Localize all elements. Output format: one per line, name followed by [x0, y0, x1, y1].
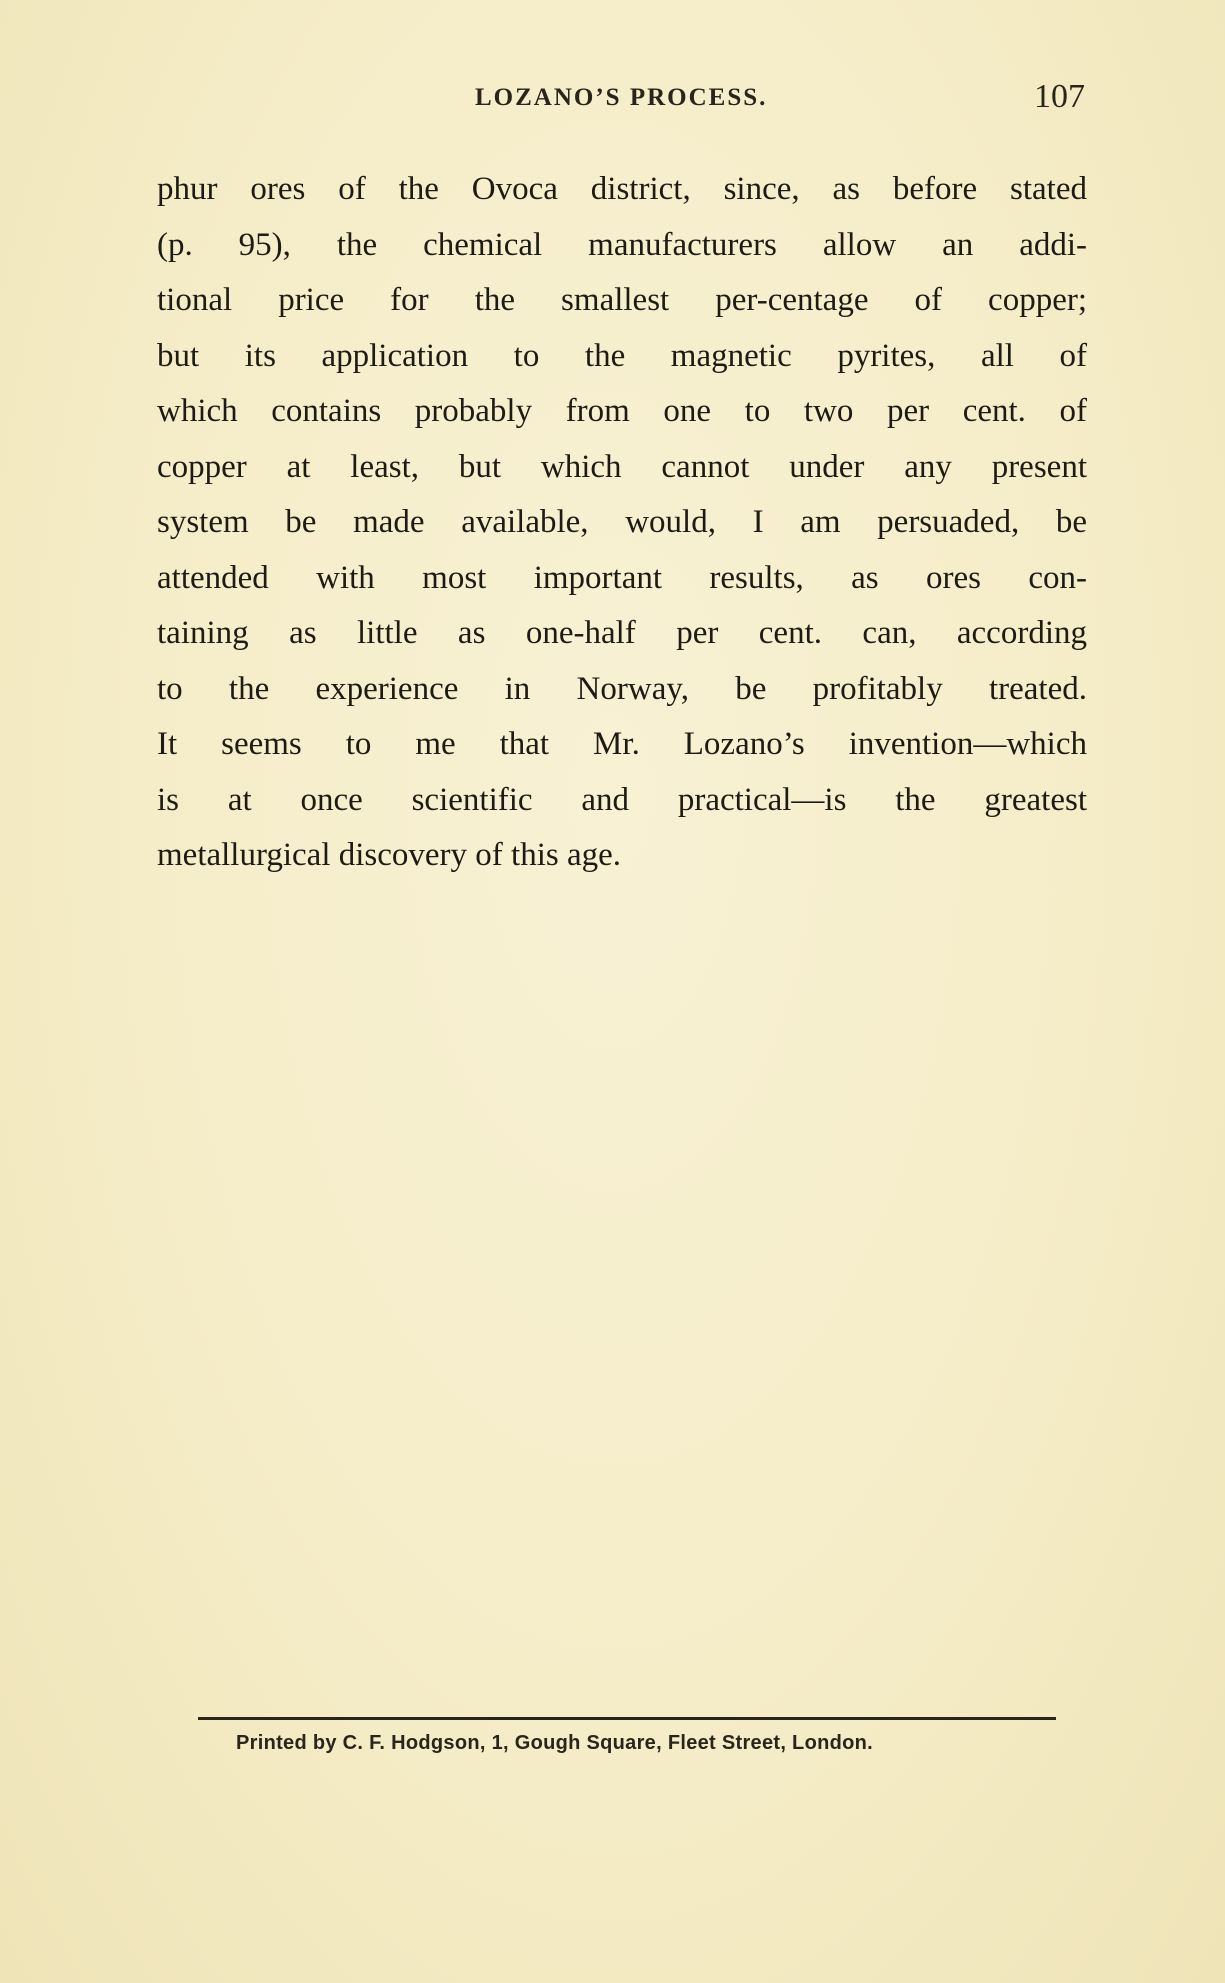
text-line: It seems to me that Mr. Lozano’s invention—which: [157, 726, 1087, 762]
page-number: 107: [1034, 78, 1085, 115]
text-line: system be made available, would, I am persuaded, be: [157, 504, 1087, 540]
text-line: attended with most important results, as ores con-: [157, 559, 1087, 596]
body-paragraph: [157, 162, 1087, 884]
text-line: (p. 95), the chemical manufacturers allow an addi-: [157, 226, 1087, 263]
running-title: LOZANO’S PROCESS.: [475, 84, 768, 111]
text-line: taining as little as one-half per cent. can, according: [157, 615, 1087, 651]
text-line: copper at least, but which cannot under any present: [157, 448, 1087, 485]
text-line: tional price for the smallest per-centage of copper;: [157, 282, 1087, 318]
footer-rule: [198, 1717, 1056, 1720]
text-line: which contains probably from one to two per cent. of: [157, 393, 1087, 429]
text-line: phur ores of the Ovoca district, since, as before stated: [157, 171, 1087, 207]
text-line: is at once scientific and practical—is the greatest: [157, 781, 1087, 818]
printer-imprint: Printed by C. F. Hodgson, 1, Gough Square, Fleet Street, London.: [236, 1732, 874, 1754]
running-head: [155, 78, 1085, 118]
text-line: but its application to the magnetic pyrites, all of: [157, 337, 1087, 374]
text-line-last: metallurgical discovery of this age.: [157, 837, 621, 873]
text-line: to the experience in Norway, be profitably treated.: [157, 670, 1087, 707]
